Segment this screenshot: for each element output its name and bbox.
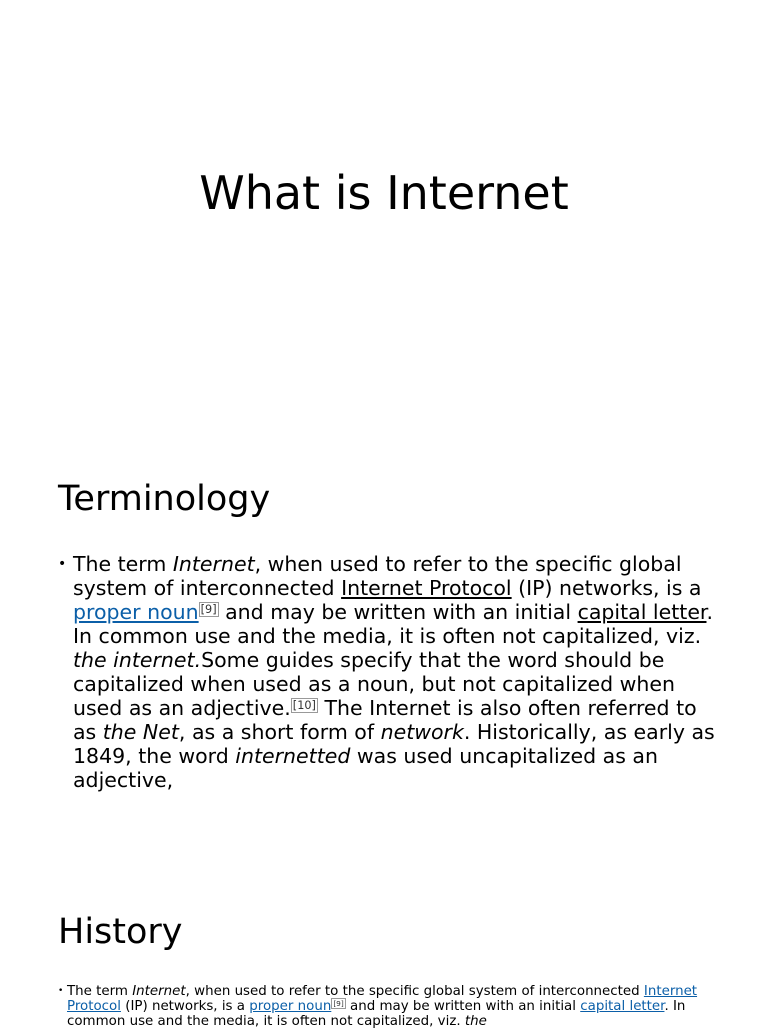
text-run: . Historically, as early as 1849, the word <box>73 720 715 768</box>
text-run: , as a short form of <box>178 720 381 744</box>
citation-9-link[interactable]: [9] <box>200 602 217 616</box>
citation-9-link[interactable]: [9] <box>333 999 344 1009</box>
text-run: . In common use and the media, it is often not capitalized, viz. <box>73 600 714 648</box>
terminology-bullet-list <box>58 552 718 792</box>
terminology-heading: Terminology <box>58 479 271 519</box>
bullet-dot-icon: • <box>58 986 64 996</box>
text-run: . In common use and the media, it is often not capitalized, viz. <box>67 999 686 1030</box>
capital-letter-link[interactable]: capital letter <box>577 600 707 624</box>
text-run: (IP) networks, is a <box>511 576 702 600</box>
text-run: , when used to refer to the specific global system of interconnected <box>185 984 644 999</box>
text-run: Some guides specify that the word should be capitalized when used as a noun, but not capitalized when used as an adjective. <box>73 648 675 720</box>
proper-noun-link[interactable]: proper noun <box>249 999 332 1015</box>
text-run: (IP) networks, is a <box>120 999 250 1015</box>
italic-term: the internet. <box>73 648 202 672</box>
proper-noun-link[interactable]: proper noun <box>73 600 199 624</box>
slide-title: What is Internet <box>199 166 569 220</box>
terminology-bullet <box>58 552 718 792</box>
history-heading: History <box>58 912 183 952</box>
text-run: , when used to refer to the specific global system of interconnected <box>73 552 682 600</box>
history-bullet-list <box>58 984 698 1030</box>
internet-protocol-link[interactable]: Internet Protocol <box>341 576 512 600</box>
text-run: and may be written with an initial <box>218 600 578 624</box>
italic-term: Internet <box>132 984 186 999</box>
text-run: The term <box>67 984 133 999</box>
text-run: The Internet is also often referred to as <box>73 696 697 744</box>
italic-term: the <box>464 1014 487 1030</box>
text-run: and may be written with an initial <box>345 999 581 1015</box>
text-run: The term <box>73 552 173 576</box>
citation-10-link[interactable]: [10] <box>292 698 316 712</box>
capital-letter-link[interactable]: capital letter <box>580 999 665 1015</box>
italic-term: Internet <box>172 552 255 576</box>
internet-protocol-link[interactable]: Internet Protocol <box>67 984 698 1015</box>
bullet-dot-icon: • <box>58 556 67 572</box>
italic-term: internetted <box>235 744 351 768</box>
italic-term: network <box>380 720 464 744</box>
history-bullet <box>58 984 698 1030</box>
text-run: was used uncapitalized as an adjective, <box>73 744 658 792</box>
italic-term: the Net <box>102 720 179 744</box>
